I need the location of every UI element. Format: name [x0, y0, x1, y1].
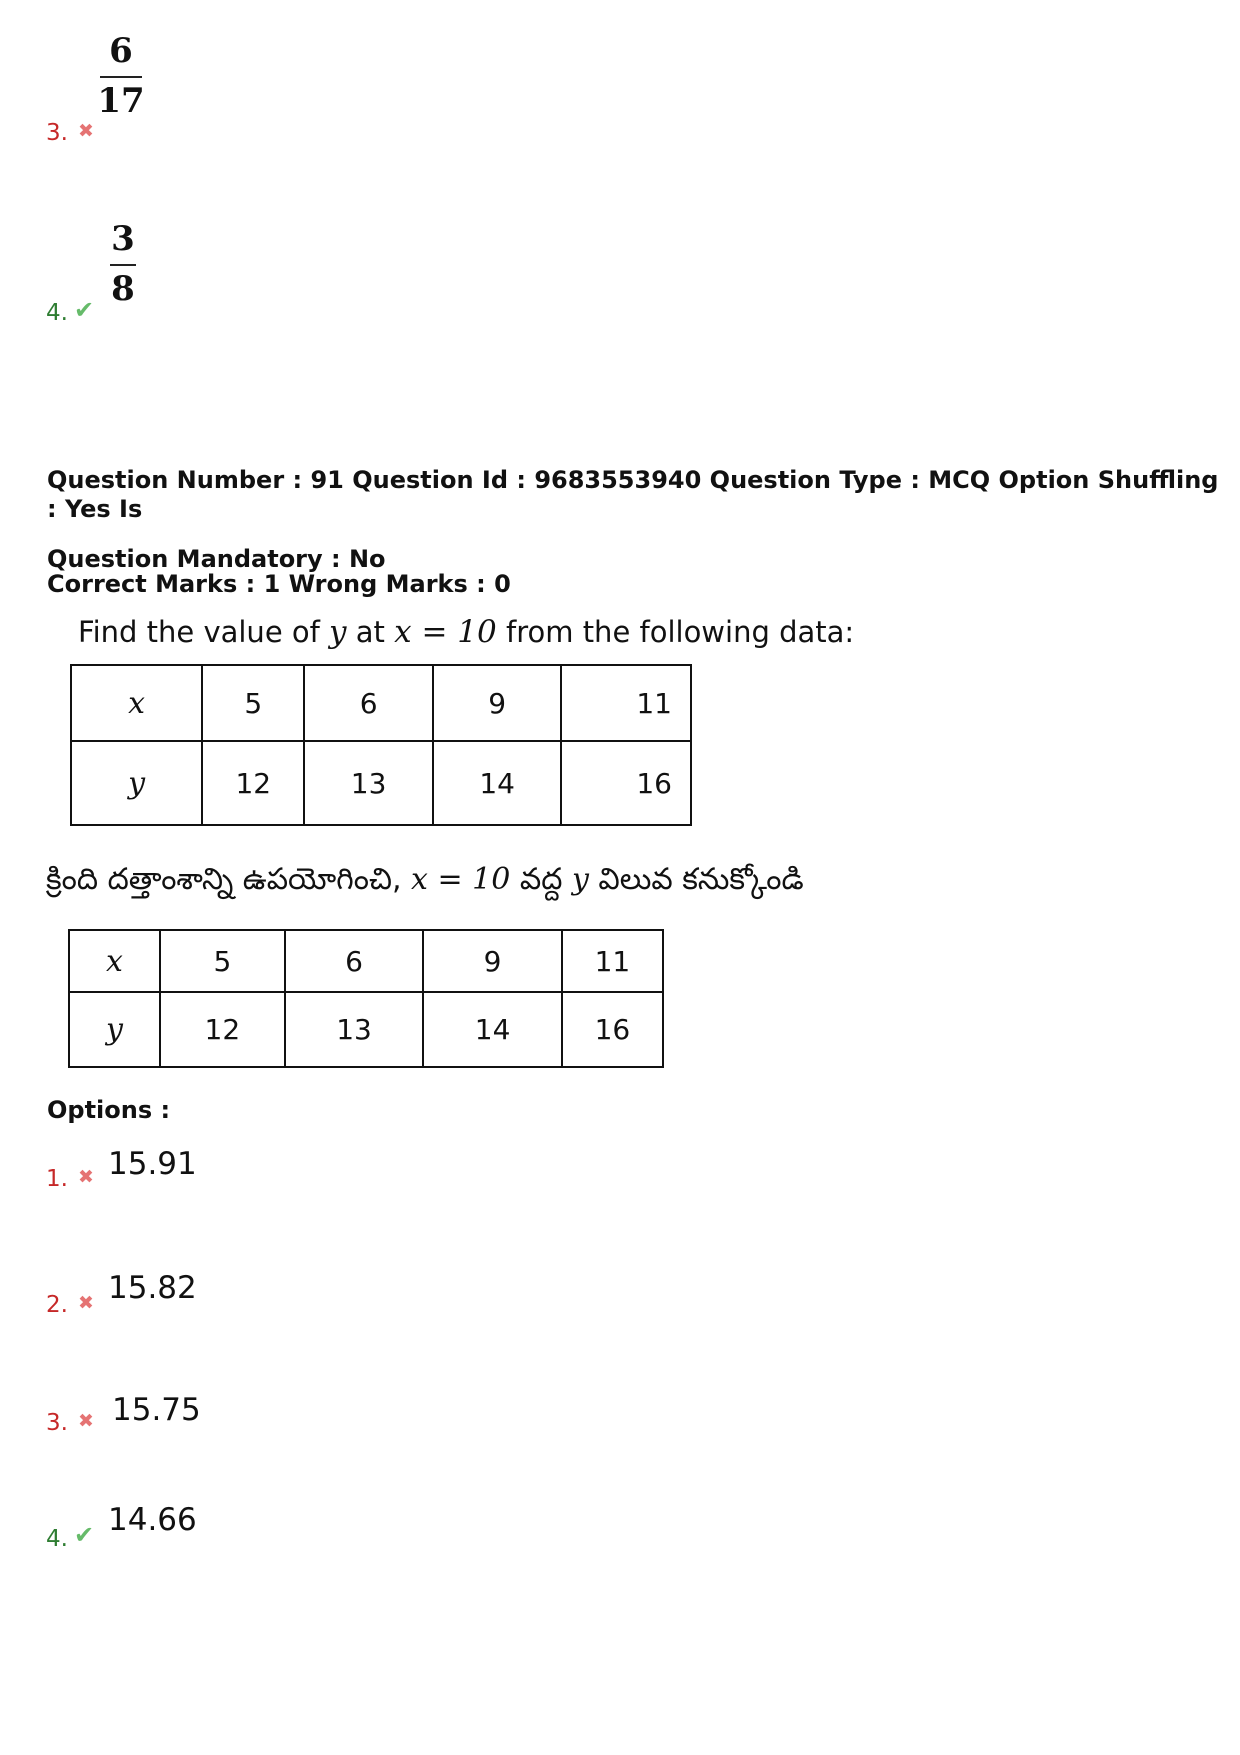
- table-cell: 9: [423, 930, 562, 992]
- variable-y: y: [329, 614, 347, 650]
- table-row-x: [71, 665, 691, 741]
- data-table-telugu: [68, 929, 664, 1068]
- table-row-x: [69, 930, 663, 992]
- table-cell: 16: [561, 741, 691, 825]
- data-table-english: [70, 664, 692, 826]
- fraction-denominator: 17: [97, 81, 145, 121]
- table-header-x: x: [69, 930, 160, 992]
- prev-option-3-number: 3.: [46, 120, 68, 146]
- check-icon: ✔: [74, 1521, 95, 1549]
- option-4-value: 14.66: [108, 1502, 197, 1538]
- cross-icon: ✖: [78, 1166, 94, 1188]
- question-meta: [47, 466, 1227, 573]
- table-cell: 12: [202, 741, 304, 825]
- options-label: Options :: [47, 1096, 171, 1124]
- cross-icon: ✖: [78, 1410, 94, 1432]
- table-header-x: x: [71, 665, 202, 741]
- table-cell: 11: [561, 665, 691, 741]
- table-row-y: [69, 992, 663, 1067]
- table-cell: 6: [285, 930, 424, 992]
- fraction-numerator: 6: [109, 31, 133, 71]
- table-cell: 13: [285, 992, 424, 1067]
- fraction-denominator: 8: [111, 269, 135, 309]
- table-cell: 6: [304, 665, 433, 741]
- option-1-number: 1.: [46, 1166, 68, 1192]
- prev-option-4-number: 4.: [46, 300, 68, 326]
- table-cell: 16: [562, 992, 663, 1067]
- table-cell: 5: [202, 665, 304, 741]
- cross-icon: ✖: [78, 120, 94, 142]
- fraction-bar: [110, 264, 136, 266]
- table-cell: 9: [433, 665, 562, 741]
- table-cell: 13: [304, 741, 433, 825]
- table-cell: 14: [433, 741, 562, 825]
- table-header-y: y: [69, 992, 160, 1067]
- option-2-value: 15.82: [108, 1270, 197, 1306]
- option-3-number: 3.: [46, 1410, 68, 1436]
- prev-option-3-fraction: [97, 31, 145, 121]
- prev-option-4-fraction: [110, 219, 136, 309]
- condition-x: x = 10: [394, 614, 497, 650]
- table-cell: 14: [423, 992, 562, 1067]
- table-cell: 5: [160, 930, 285, 992]
- question-text-english: Find the value of y at x = 10 from the following data:: [78, 614, 855, 650]
- table-cell: 11: [562, 930, 663, 992]
- option-3-value: 15.75: [112, 1392, 201, 1428]
- marks-line: Correct Marks : 1 Wrong Marks : 0: [47, 570, 511, 598]
- fraction-bar: [100, 76, 142, 78]
- check-icon: ✔: [74, 296, 95, 324]
- variable-y: y: [571, 862, 589, 897]
- condition-x: x = 10: [411, 862, 511, 897]
- question-text-telugu: క్రింది దత్తాంశాన్ని ఉపయోగించి, x = 10 వద్ద y విలువ కనుక్కోండి: [46, 862, 804, 897]
- option-4-number: 4.: [46, 1526, 68, 1552]
- table-row-y: [71, 741, 691, 825]
- option-2-number: 2.: [46, 1292, 68, 1318]
- table-cell: 12: [160, 992, 285, 1067]
- question-meta-line1: Question Number : 91 Question Id : 9683553940 Question Type : MCQ Option Shuffling : Yes Is: [47, 466, 1219, 523]
- question-meta-line2: Question Mandatory : No: [47, 544, 386, 573]
- fraction-numerator: 3: [111, 219, 135, 259]
- cross-icon: ✖: [78, 1292, 94, 1314]
- option-1-value: 15.91: [108, 1146, 197, 1182]
- table-header-y: y: [71, 741, 202, 825]
